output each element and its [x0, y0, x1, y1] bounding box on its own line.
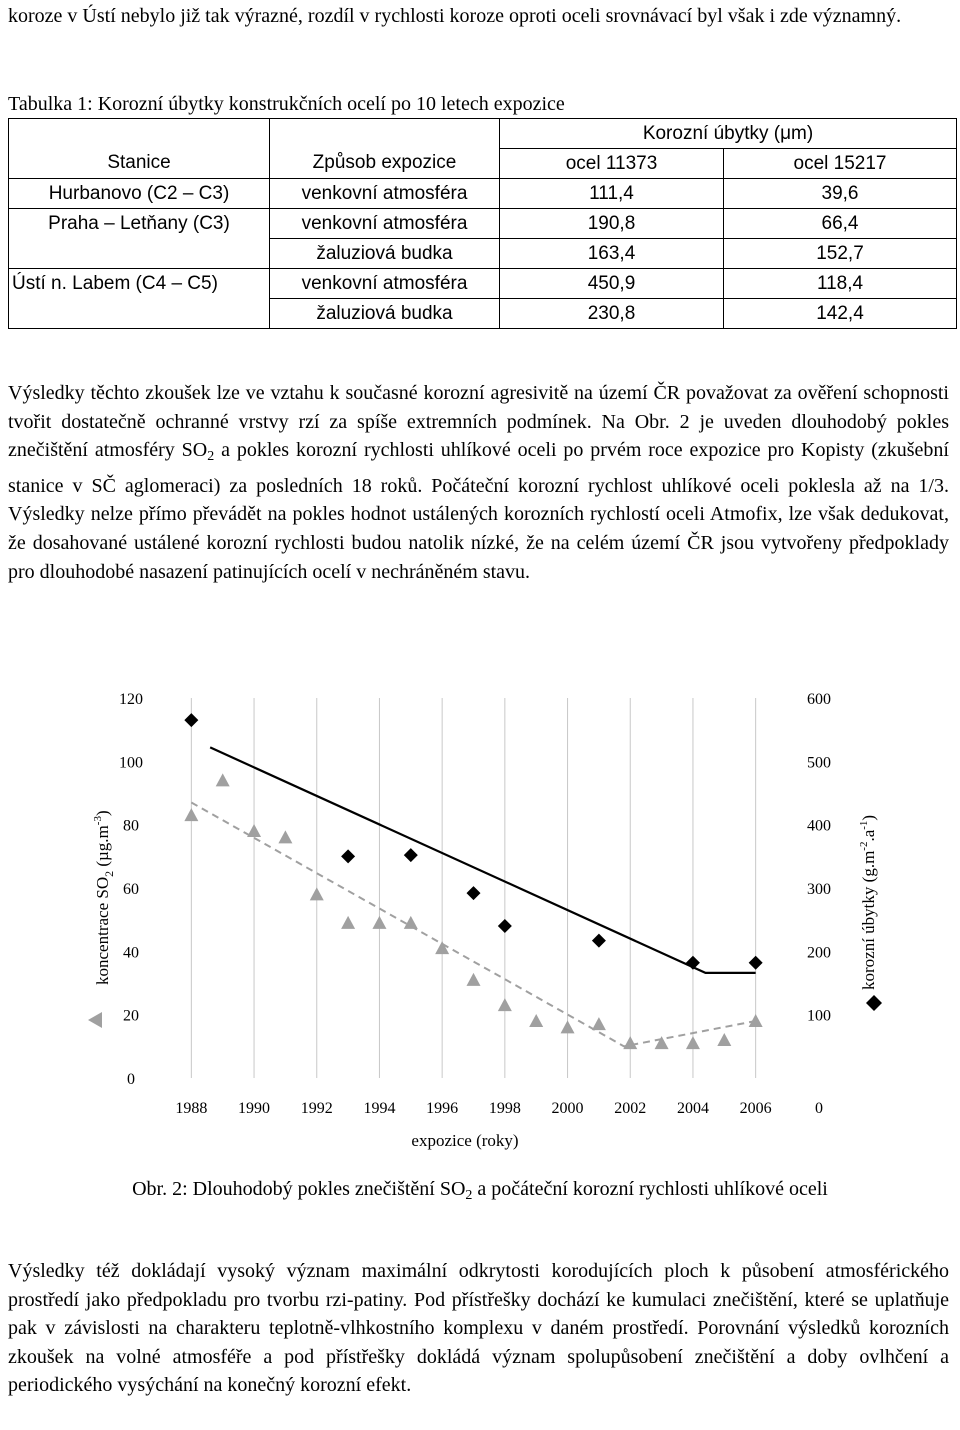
table-cell	[9, 239, 270, 269]
table-header-cell: Způsob expozice	[270, 149, 500, 179]
paragraph-text: a pokles korozní rychlosti uhlíkové oceli po prvém roce expozice pro Kopisty (zkušební stanice v SČ aglomeraci) za posledních 18 roků. Počáteční korozní rychlost uhlíkové oceli poklesla až na 1/3. Výsledky nelze přímo převádět na pokles hodnot ustálených korozních rychlostí oceli Atmofix, lze však dedukovat, že dosahované ustálené korozní rychlosti budou natolik nízké, že na celém území ČR jsou vytvořeny předpoklady pro dlouhodobé nasazení patinujících ocelí v nechráněném stavu.	[8, 439, 949, 583]
y-right-tick-label: 400	[807, 817, 831, 835]
so2-data-point	[561, 1020, 575, 1033]
so2-data-point	[372, 916, 386, 929]
table-cell: 39,6	[724, 179, 957, 209]
caption-text: a počáteční korozní rychlosti uhlíkové oceli	[472, 1178, 828, 1200]
triangle-legend-icon	[88, 1012, 102, 1028]
x-axis-label: expozice (roky)	[411, 1131, 519, 1150]
so2-data-point	[529, 1014, 543, 1027]
table-cell: 152,7	[724, 239, 957, 269]
table-row	[9, 209, 957, 239]
y-left-tick-label: 0	[127, 1071, 135, 1088]
table-row	[9, 179, 957, 209]
table-header-cell: Stanice	[9, 149, 270, 179]
y-right-tick-label: 600	[807, 691, 831, 708]
so2-data-point	[592, 1017, 606, 1030]
table-cell: venkovní atmosféra	[270, 269, 500, 299]
table-row	[9, 269, 957, 299]
table-cell: žaluziová budka	[270, 239, 500, 269]
table-group-header: Korozní úbytky (μm)	[500, 119, 957, 149]
table-header-cell	[9, 119, 270, 149]
table-cell: 118,4	[724, 269, 957, 299]
x-tick-label: 2006	[739, 1100, 772, 1117]
so2-data-point	[310, 887, 324, 900]
results-paragraph	[8, 379, 949, 586]
y-right-tick-label: 500	[807, 754, 831, 772]
y-right-tick-label: 300	[807, 881, 831, 898]
table-header-row	[9, 149, 957, 179]
table-cell: Ústí n. Labem (C4 – C5)	[9, 269, 270, 299]
table-cell: 450,9	[500, 269, 724, 299]
table-header-cell: ocel 15217	[724, 149, 957, 179]
y-left-tick-label: 20	[123, 1007, 139, 1025]
so2-corrosion-chart	[0, 680, 960, 1150]
so2-data-point	[655, 1036, 669, 1049]
so2-data-point	[216, 773, 230, 786]
so2-data-point	[341, 916, 355, 929]
y-axis-right-label: korozní úbytky $(g.m^{-2}.a^{-1})$	[858, 814, 878, 990]
table-cell: 66,4	[724, 209, 957, 239]
so2-data-point	[467, 973, 481, 986]
y-axis-left-label: koncentrace $SO_2$ $(\mu g.m^{-3})$	[92, 810, 116, 985]
y-right-tick-label: 100	[807, 1007, 831, 1025]
x-tick-label: 2002	[614, 1100, 647, 1117]
x-tick-label: 1998	[488, 1100, 521, 1117]
so2-data-point	[498, 998, 512, 1011]
table-cell	[9, 299, 270, 329]
table-cell: Praha – Letňany (C3)	[9, 209, 270, 239]
table-cell: 111,4	[500, 179, 724, 209]
table-cell: Hurbanovo (C2 – C3)	[9, 179, 270, 209]
so2-data-point	[278, 830, 292, 843]
table-cell: 190,8	[500, 209, 724, 239]
table-cell: žaluziová budka	[270, 299, 500, 329]
so2-data-point	[184, 808, 198, 821]
corrosion-data-point	[341, 849, 355, 863]
x-tick-label: 1994	[363, 1100, 396, 1117]
so2-data-point	[717, 1033, 731, 1046]
table-cell: 142,4	[724, 299, 957, 329]
caption-text: Obr. 2: Dlouhodobý pokles znečištění SO	[132, 1178, 466, 1200]
x-tick-label: 1996	[426, 1100, 459, 1117]
so2-trend-line	[191, 803, 755, 1047]
y-left-tick-label: 60	[123, 881, 139, 898]
corrosion-trend-line	[210, 747, 755, 972]
table-cell: venkovní atmosféra	[270, 209, 500, 239]
corrosion-data-point	[467, 886, 481, 900]
x-tick-label: 1988	[175, 1100, 208, 1117]
y-right-tick-label: 200	[807, 944, 831, 962]
figure-caption	[0, 1175, 960, 1210]
chart-svg	[0, 680, 960, 1150]
table-cell: venkovní atmosféra	[270, 179, 500, 209]
corrosion-data-point	[686, 956, 700, 970]
subscript: 2	[207, 449, 215, 465]
so2-data-point	[247, 824, 261, 837]
y-left-tick-label: 100	[119, 754, 143, 772]
x-tick-label: 2000	[551, 1100, 584, 1117]
paragraph-text: Výsledky těchto zkoušek lze ve vztahu k současné korozní agresivitě na území ČR považovat za ověření schopnosti tvořit dostatečně ochranné vrstvy rzí za spíše extremních podmínek. Na Obr. 2 je uveden dlouhodobý pokles znečištění atmosféry SO	[8, 382, 949, 462]
so2-data-point	[686, 1036, 700, 1049]
corrosion-data-point	[592, 934, 606, 948]
y-left-tick-label: 80	[123, 817, 139, 835]
table-cell: 163,4	[500, 239, 724, 269]
corrosion-data-point	[184, 713, 198, 727]
corrosion-table	[8, 118, 957, 329]
conclusion-paragraph: Výsledky též dokládají vysoký význam maximální odkrytosti korodujících ploch k působení atmosférického prostředí jako předpokladu pro tvorbu rzi-patiny. Pod přístřešky dochází ke kumulaci znečištění, které se uplatňuje pak v závislosti na charakteru teplotně-vlhkostního komplexu v daném prostředí. Porovnání výsledků korozních zkoušek na volné atmosféře a pod přístřešky dokládá význam spolupůsobení znečištění a doby ovlhčení a periodického vysýchání na konečný korozní efekt.	[8, 1260, 949, 1397]
chart-points	[184, 713, 762, 1049]
so2-data-point	[623, 1036, 637, 1049]
table-caption: Tabulka 1: Korozní úbytky konstrukčních ocelí po 10 letech expozice	[8, 93, 565, 115]
table-row	[9, 299, 957, 329]
y-left-tick-label: 40	[123, 944, 139, 962]
y-left-tick-label: 120	[119, 691, 143, 708]
table-header-cell: ocel 11373	[500, 149, 724, 179]
table-cell: 230,8	[500, 299, 724, 329]
corrosion-data-point	[404, 848, 418, 862]
y-right-tick-label: 0	[815, 1100, 823, 1117]
corrosion-data-point	[498, 919, 512, 933]
table-row	[9, 239, 957, 269]
table-header-cell	[270, 119, 500, 149]
intro-paragraph: koroze v Ústí nebylo již tak výrazné, rozdíl v rychlosti koroze oproti oceli srovnávací byl však i zde významný.	[8, 5, 902, 27]
diamond-legend-icon	[866, 995, 882, 1011]
corrosion-data-point	[749, 956, 763, 970]
x-tick-label: 1990	[238, 1100, 271, 1117]
subscript: 2	[465, 1188, 473, 1203]
so2-data-point	[749, 1014, 763, 1027]
x-tick-label: 2004	[676, 1100, 709, 1117]
table-header-row	[9, 119, 957, 149]
x-tick-label: 1992	[300, 1100, 333, 1117]
